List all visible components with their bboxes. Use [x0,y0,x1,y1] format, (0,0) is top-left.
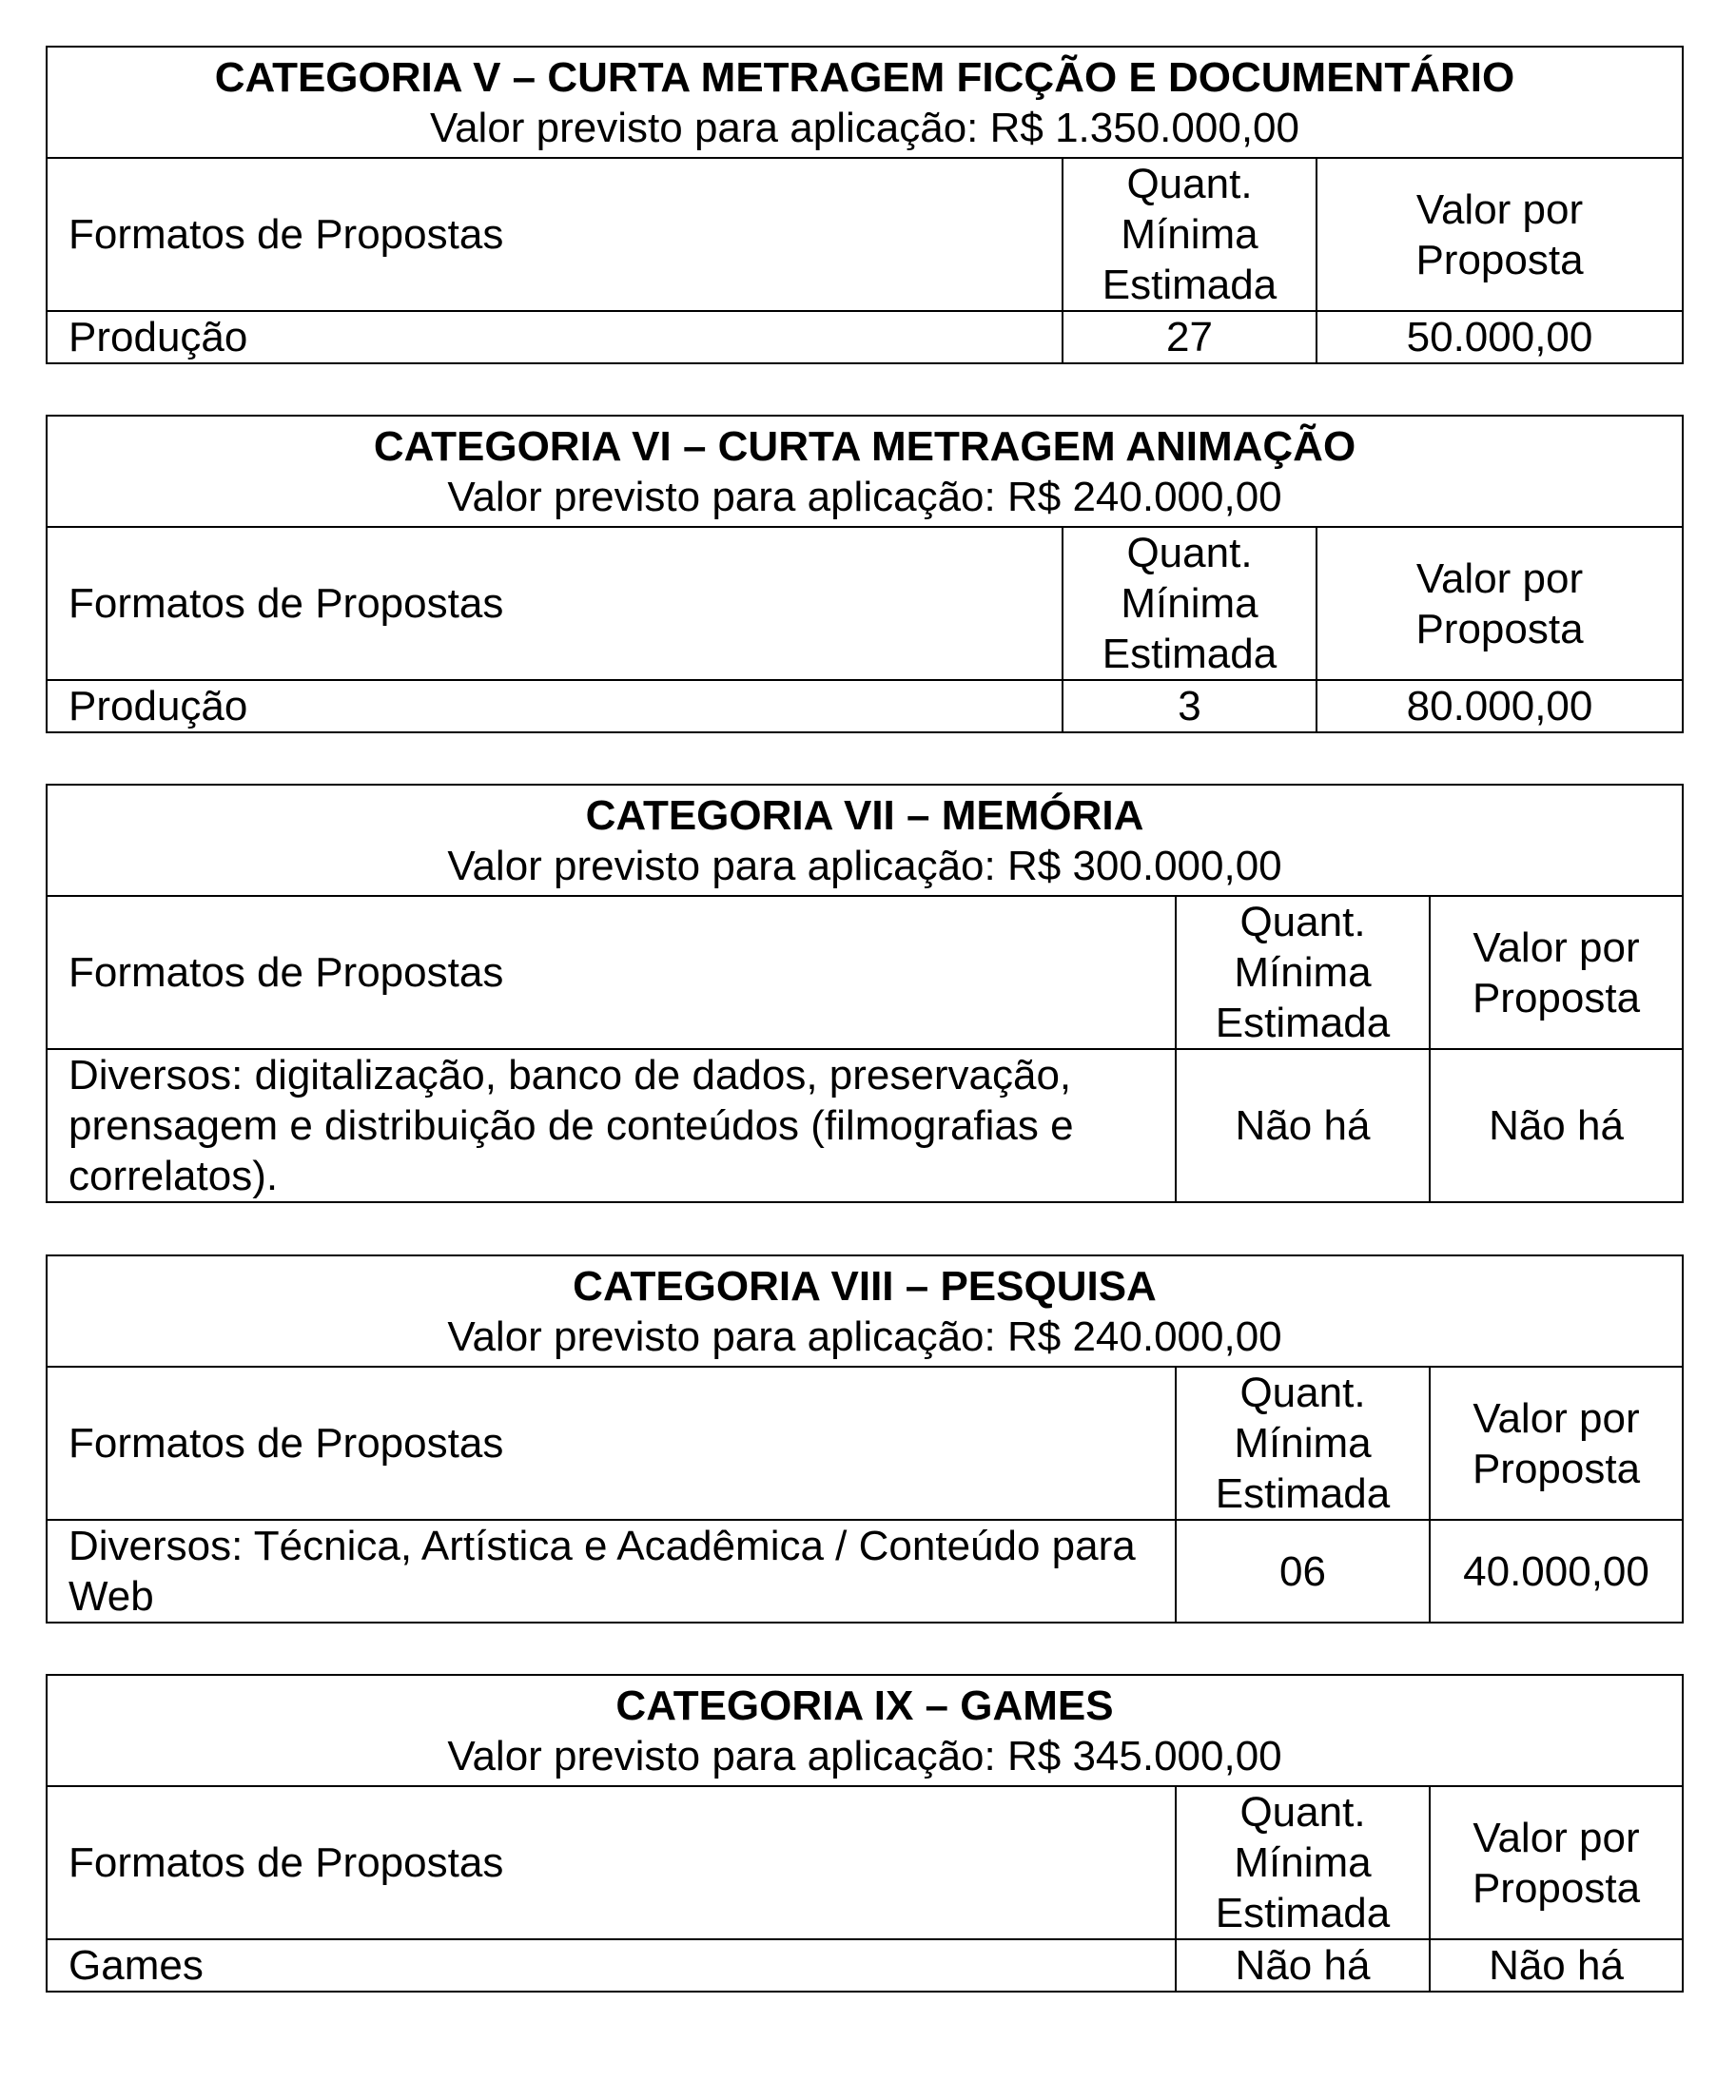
header-line: Quant. [1239,1370,1366,1416]
category-budget: Valor previsto para aplicação: R$ 240.000,00 [447,1312,1282,1360]
table-row [47,680,1683,732]
category-header [47,47,1683,158]
header-line: Quant. [1239,1789,1366,1836]
header-line: Proposta [1472,1445,1641,1492]
column-header-quantidade [1063,158,1317,311]
header-line: Valor por [1473,924,1640,971]
column-header-formatos: Formatos de Propostas [47,527,1063,680]
header-line: Mínima [1234,1420,1372,1467]
category-title: CATEGORIA VII – MEMÓRIA [585,791,1144,839]
header-line: Estimada [1215,1890,1391,1936]
table-row [47,311,1683,363]
column-header-quantidade [1176,896,1430,1049]
table-row [47,1049,1683,1202]
header-line: Quant. [1126,161,1253,207]
cell-formato: Diversos: digitalização, banco de dados, preservação, prensagem e distribuição de conteúdos (filmografias e correlatos). [47,1049,1176,1202]
column-header-quantidade [1063,527,1317,680]
header-line: Estimada [1102,262,1278,308]
column-header-row [47,158,1683,311]
header-line: Valor por [1415,185,1584,233]
header-line: Proposta [1472,974,1641,1021]
column-header-valor [1430,1786,1683,1939]
table-row [47,1939,1683,1992]
column-header-valor [1430,896,1683,1049]
category-budget: Valor previsto para aplicação: R$ 240.000,00 [447,473,1282,520]
header-line: Quant. [1239,899,1366,945]
category-header [47,785,1683,896]
category-budget: Valor previsto para aplicação: R$ 1.350.000,00 [430,104,1299,151]
header-line: Estimada [1215,1470,1391,1517]
category-budget: Valor previsto para aplicação: R$ 345.000,00 [447,1732,1282,1779]
column-header-valor [1430,1367,1683,1520]
column-header-valor [1317,158,1683,311]
cell-quantidade: Não há [1176,1939,1430,1992]
category-title: CATEGORIA VI – CURTA METRAGEM ANIMAÇÃO [373,422,1356,470]
column-header-row [47,896,1683,1049]
category-header [47,1675,1683,1786]
cell-formato: Produção [47,311,1063,363]
table-row [47,1520,1683,1623]
cell-valor: 50.000,00 [1317,311,1683,363]
column-header-row [47,1367,1683,1520]
column-header-formatos: Formatos de Propostas [47,158,1063,311]
category-title: CATEGORIA V – CURTA METRAGEM FICÇÃO E DOCUMENTÁRIO [214,53,1515,101]
header-line: Proposta [1472,1864,1641,1912]
header-line: Mínima [1234,1839,1372,1886]
header-line: Mínima [1121,211,1258,258]
column-header-formatos: Formatos de Propostas [47,1786,1176,1939]
category-title: CATEGORIA VIII – PESQUISA [573,1262,1157,1310]
header-line: Mínima [1234,949,1372,996]
header-line: Valor por [1473,1394,1640,1442]
cell-quantidade: 27 [1063,311,1317,363]
column-header-quantidade [1176,1786,1430,1939]
cell-quantidade: 3 [1063,680,1317,732]
column-header-valor [1317,527,1683,680]
cell-formato: Diversos: Técnica, Artística e Acadêmica / Conteúdo para Web [47,1520,1176,1623]
cell-valor: Não há [1430,1939,1683,1992]
column-header-row [47,527,1683,680]
cell-valor: 40.000,00 [1430,1520,1683,1623]
category-header [47,1255,1683,1367]
header-line: Quant. [1126,530,1253,576]
category-table-ix [46,1674,1684,1993]
header-line: Mínima [1121,580,1258,627]
category-table-v [46,46,1684,364]
column-header-formatos: Formatos de Propostas [47,1367,1176,1520]
header-line: Valor por [1415,554,1584,602]
header-line: Proposta [1415,605,1584,652]
cell-valor: Não há [1430,1049,1683,1202]
category-title: CATEGORIA IX – GAMES [615,1682,1114,1729]
category-table-viii [46,1254,1684,1624]
cell-quantidade: 06 [1176,1520,1430,1623]
header-line: Proposta [1415,236,1584,283]
cell-formato: Games [47,1939,1176,1992]
category-table-vi [46,415,1684,733]
cell-quantidade: Não há [1176,1049,1430,1202]
category-header [47,416,1683,527]
cell-formato: Produção [47,680,1063,732]
header-line: Valor por [1473,1814,1640,1861]
column-header-row [47,1786,1683,1939]
column-header-formatos: Formatos de Propostas [47,896,1176,1049]
column-header-quantidade [1176,1367,1430,1520]
category-table-vii [46,784,1684,1203]
cell-valor: 80.000,00 [1317,680,1683,732]
header-line: Estimada [1102,631,1278,677]
header-line: Estimada [1215,1000,1391,1046]
category-budget: Valor previsto para aplicação: R$ 300.000,00 [447,842,1282,889]
